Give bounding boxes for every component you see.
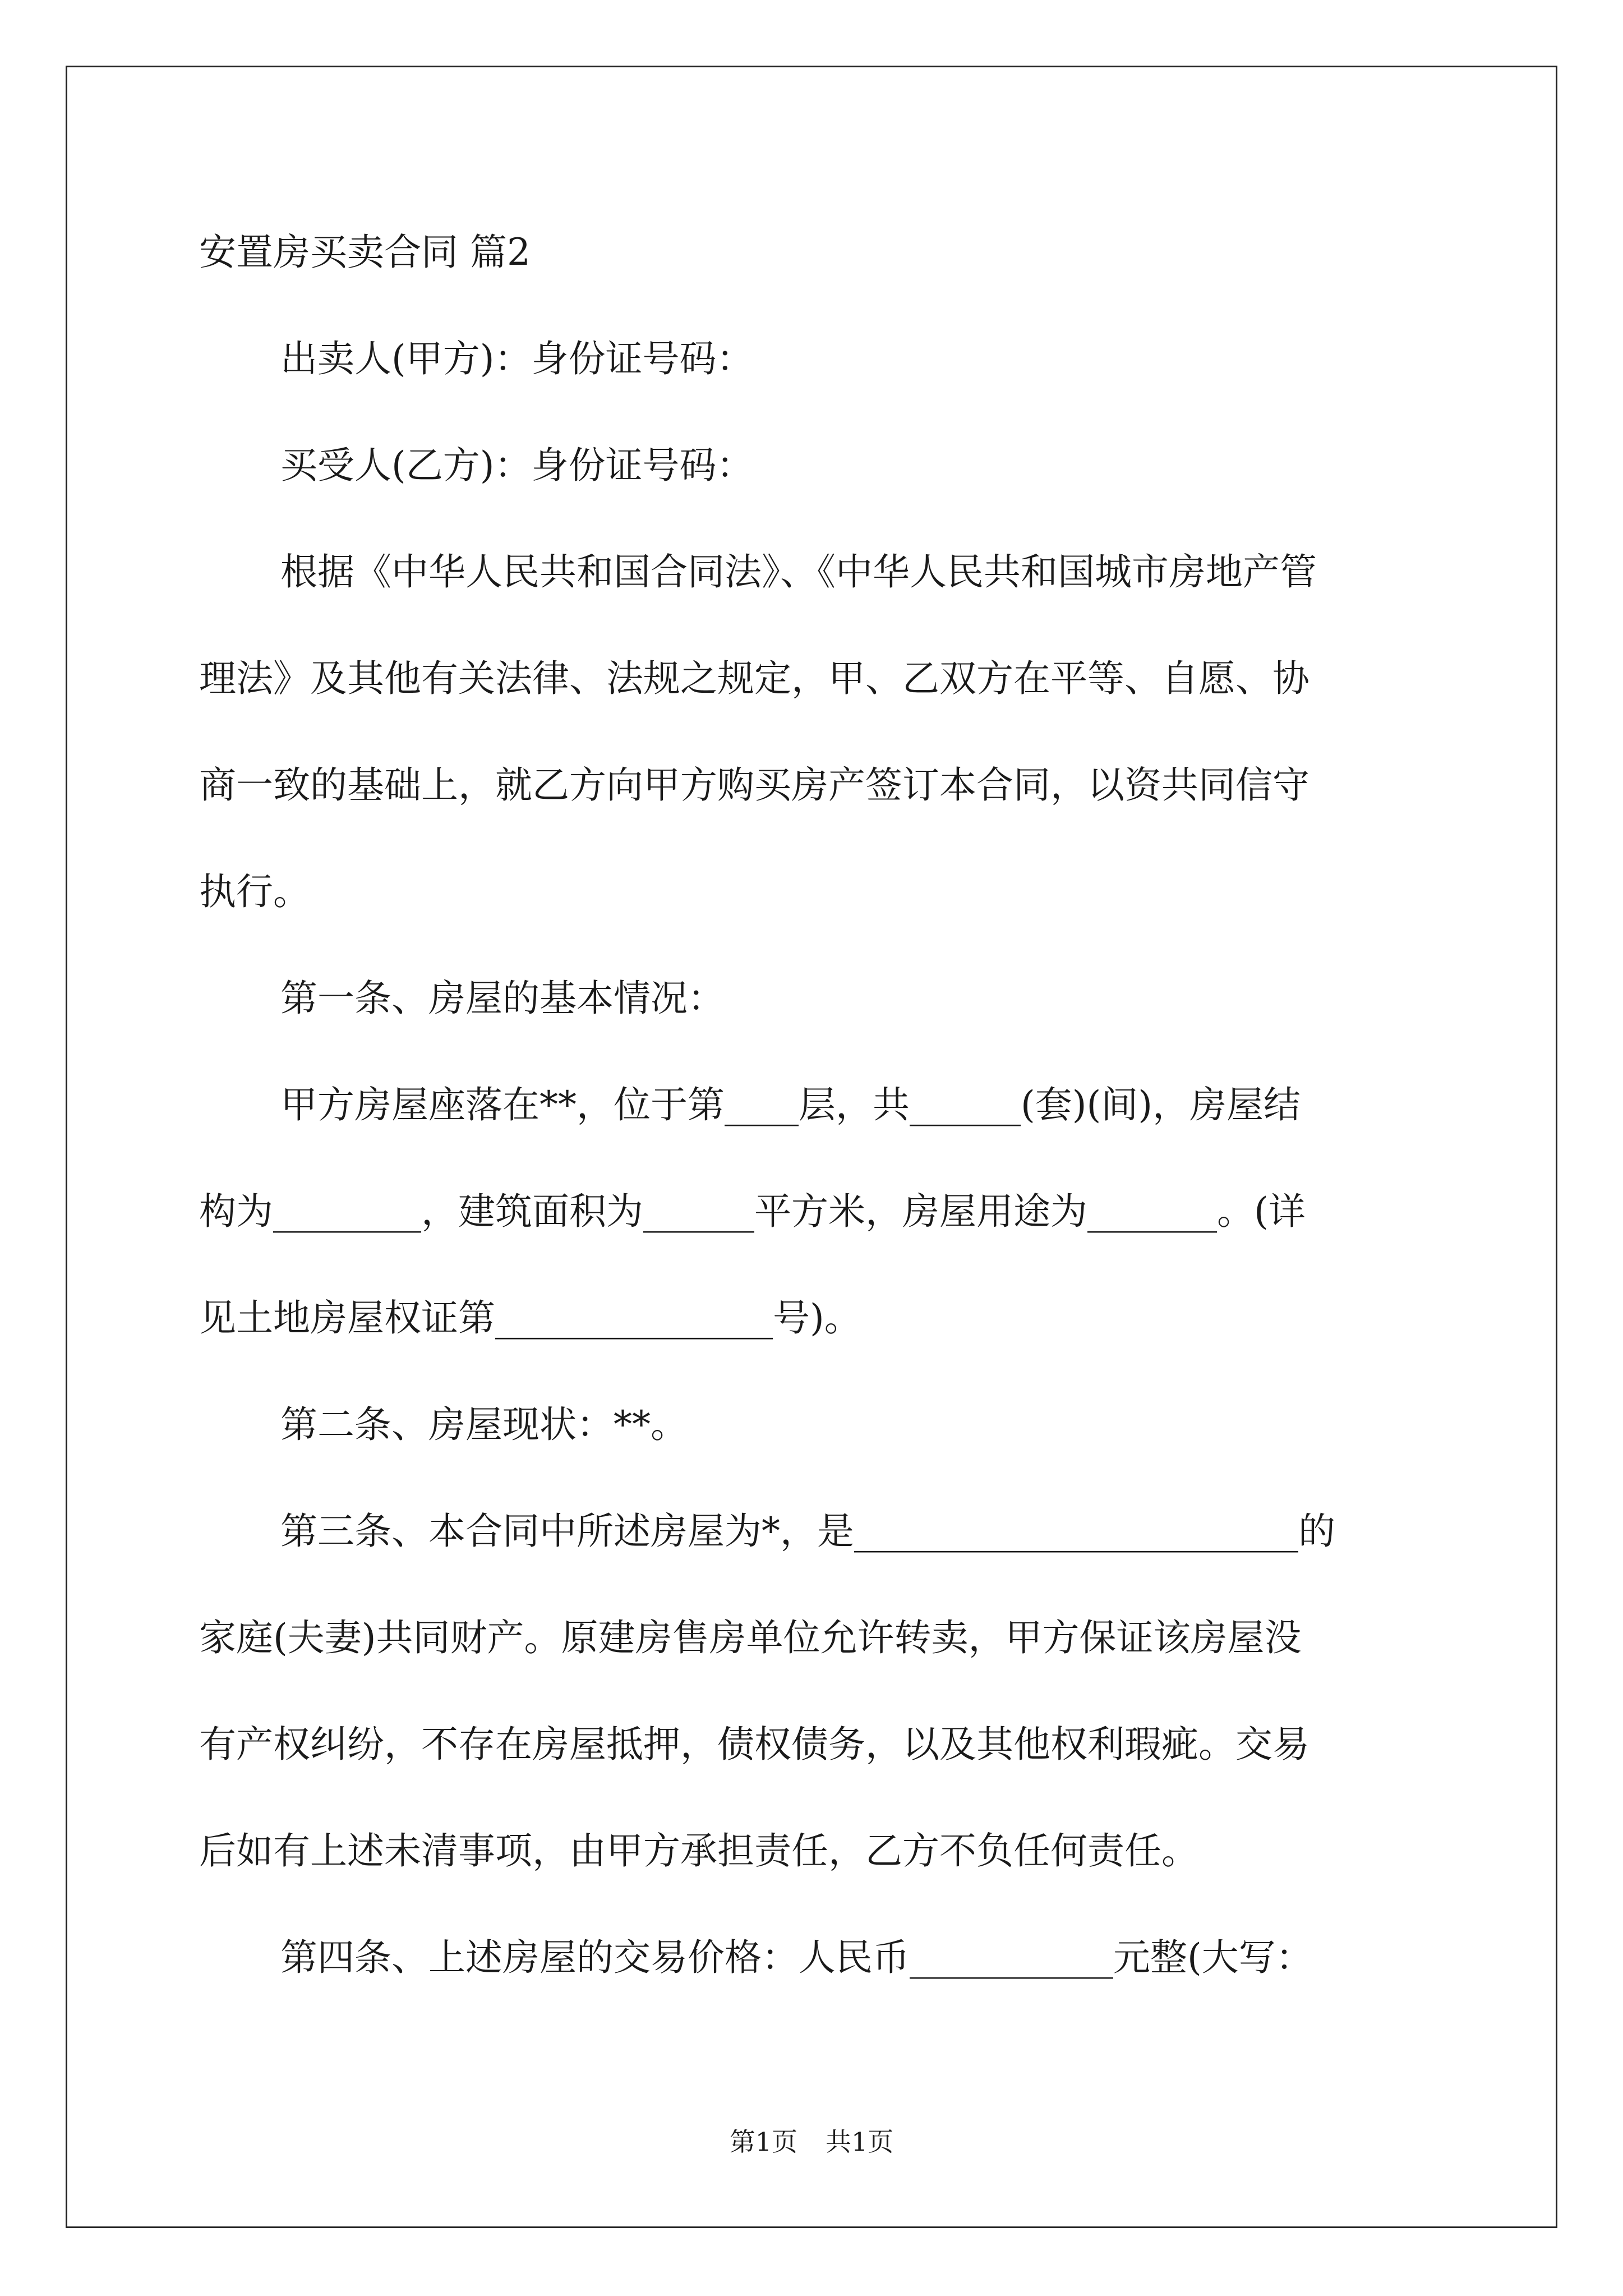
paragraph-line: 商一致的基础上，就乙方向甲方购买房产签订本合同，以资共同信守 bbox=[199, 763, 1310, 807]
paragraph-line: 理法》及其他有关法律、法规之规定，甲、乙双方在平等、自愿、协 bbox=[199, 657, 1310, 700]
document-title: 安置房买卖合同 篇2 bbox=[199, 231, 531, 274]
page-footer bbox=[0, 2126, 1623, 2157]
page-number: 第1页 bbox=[729, 2127, 797, 2157]
paragraph-line: 家庭(夫妻)共同财产。原建房售房单位允许转卖，甲方保证该房屋没 bbox=[199, 1616, 1302, 1659]
paragraph-line: 有产权纠纷，不存在房屋抵押，债权债务，以及其他权利瑕疵。交易 bbox=[199, 1723, 1310, 1766]
paragraph-line: 后如有上述未清事项，由甲方承担责任，乙方不负任何责任。 bbox=[199, 1829, 1198, 1872]
buyer-line: 买受人(乙方)：身份证号码： bbox=[280, 444, 754, 487]
page-total: 共1页 bbox=[826, 2127, 894, 2157]
paragraph-line: 构为________，建筑面积为______平方米，房屋用途为_______。(详 bbox=[199, 1190, 1306, 1233]
paragraph-line: 根据《中华人民共和国合同法》、《中华人民共和国城市房地产管 bbox=[280, 550, 1317, 593]
article-heading: 第一条、房屋的基本情况： bbox=[280, 977, 725, 1020]
paragraph-line: 见土地房屋权证第_______________号)。 bbox=[199, 1296, 861, 1340]
paragraph-line: 执行。 bbox=[199, 870, 310, 913]
article-heading: 第二条、房屋现状：**。 bbox=[280, 1403, 688, 1446]
page-border bbox=[66, 66, 1557, 2228]
paragraph-line: 甲方房屋座落在**，位于第____层，共______(套)(间)，房屋结 bbox=[280, 1083, 1301, 1126]
paragraph-line: 第四条、上述房屋的交易价格：人民币___________元整(大写： bbox=[280, 1936, 1313, 1979]
paragraph-line: 第三条、本合同中所述房屋为*，是________________________的 bbox=[280, 1510, 1335, 1553]
seller-line: 出卖人(甲方)：身份证号码： bbox=[280, 337, 754, 380]
